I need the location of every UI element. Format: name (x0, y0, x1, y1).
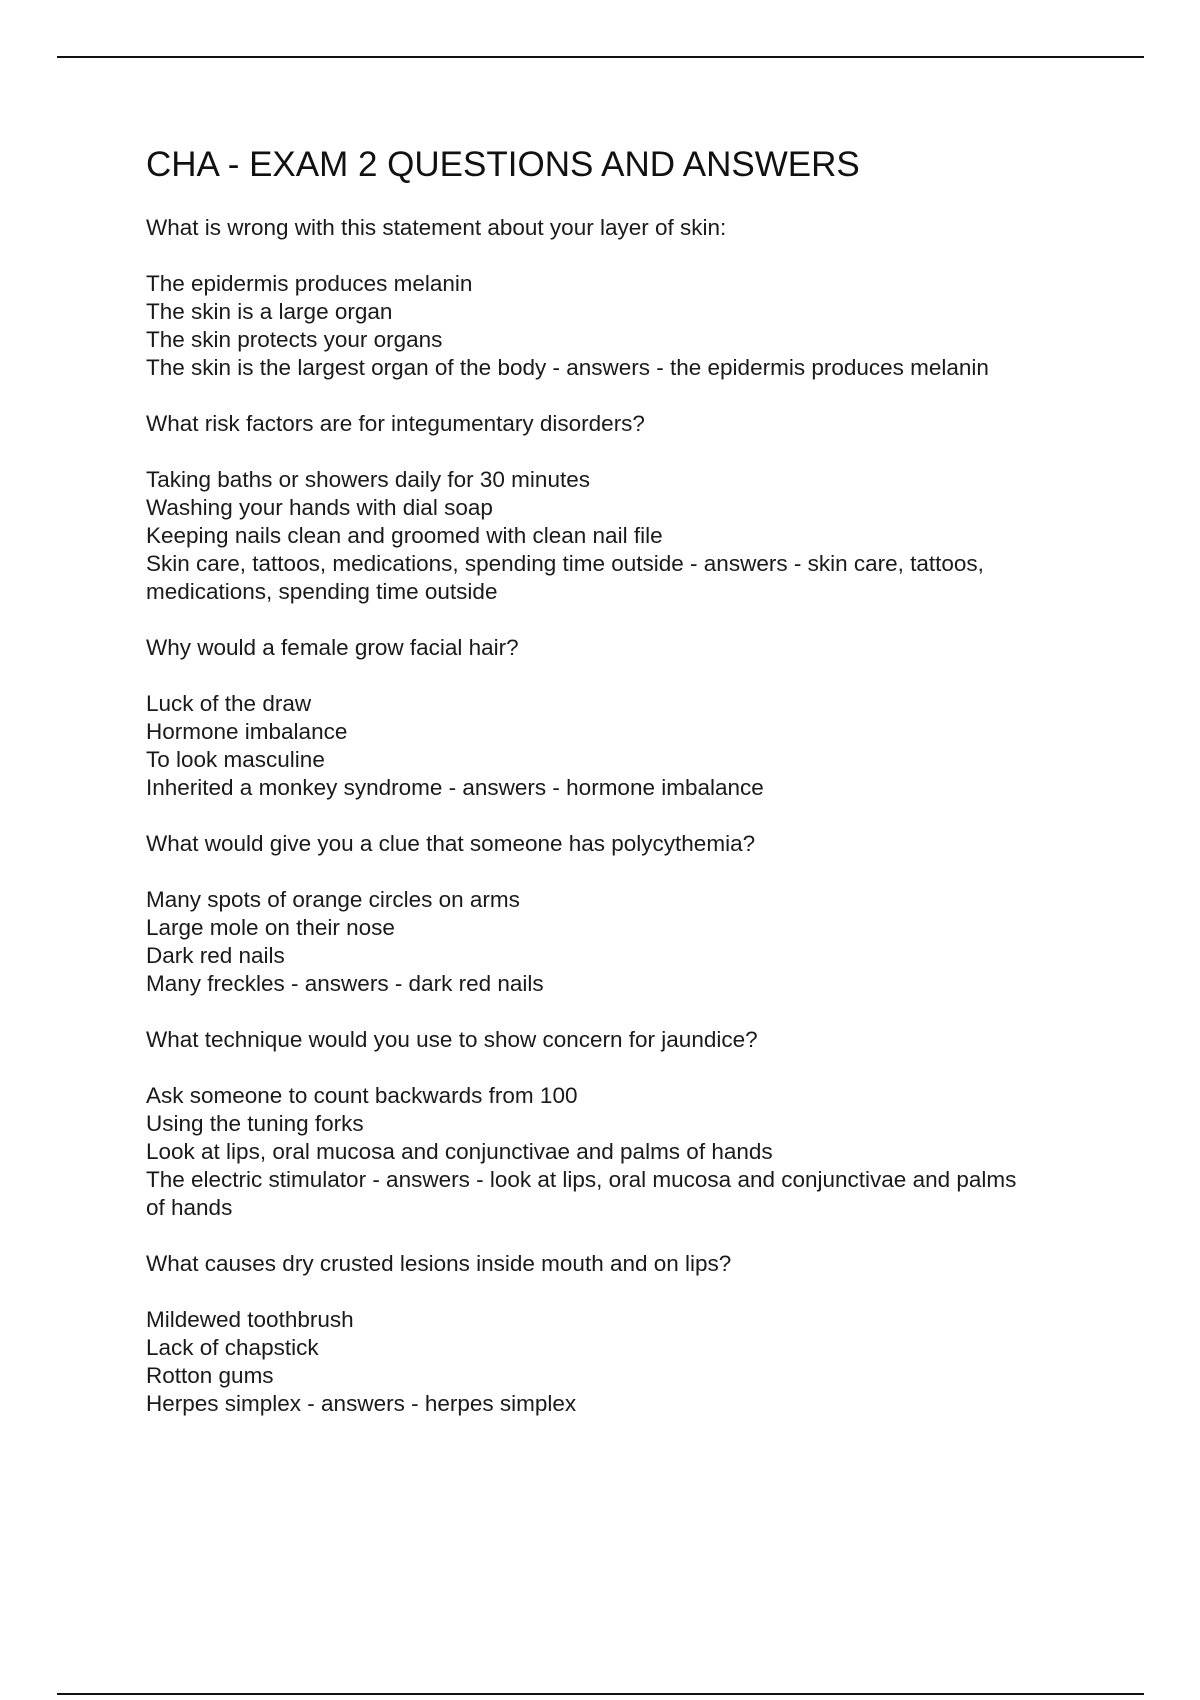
qa-item (146, 634, 1096, 802)
option-line: The electric stimulator - answers - look at lips, oral mucosa and conjunctivae and palms (146, 1167, 1017, 1192)
option-line: Ask someone to count backwards from 100 (146, 1083, 578, 1108)
option-line: To look masculine (146, 747, 325, 772)
answer-options (146, 466, 1096, 606)
header-rule (57, 56, 1144, 58)
option-line: The epidermis produces melanin (146, 271, 473, 296)
option-line: Lack of chapstick (146, 1335, 319, 1360)
option-line: Skin care, tattoos, medications, spending time outside - answers - skin care, tattoos, (146, 551, 984, 576)
option-line: Luck of the draw (146, 691, 312, 716)
question-text: Why would a female grow facial hair? (146, 635, 519, 660)
question-text: What would give you a clue that someone has polycythemia? (146, 831, 756, 856)
option-line: Many spots of orange circles on arms (146, 887, 520, 912)
option-line: Inherited a monkey syndrome - answers - hormone imbalance (146, 775, 764, 800)
option-line: The skin protects your organs (146, 327, 443, 352)
qa-item (146, 410, 1096, 606)
answer-options (146, 886, 1096, 998)
option-line: The skin is the largest organ of the body - answers - the epidermis produces melanin (146, 355, 989, 380)
option-line: Large mole on their nose (146, 915, 395, 940)
qa-item (146, 1026, 1096, 1222)
answer-options (146, 1082, 1096, 1222)
qa-item (146, 214, 1096, 382)
option-line: Many freckles - answers - dark red nails (146, 971, 544, 996)
document-title: CHA - EXAM 2 QUESTIONS AND ANSWERS (146, 145, 860, 184)
option-line: Hormone imbalance (146, 719, 348, 744)
answer-options (146, 1306, 1096, 1418)
option-line: Using the tuning forks (146, 1111, 364, 1136)
question-text: What technique would you use to show concern for jaundice? (146, 1027, 758, 1052)
option-line: Rotton gums (146, 1363, 274, 1388)
footer-rule (57, 1693, 1144, 1695)
option-line: Mildewed toothbrush (146, 1307, 354, 1332)
option-line: medications, spending time outside (146, 579, 498, 604)
option-line: Look at lips, oral mucosa and conjunctivae and palms of hands (146, 1139, 773, 1164)
qa-list (146, 214, 1096, 1446)
option-line: Taking baths or showers daily for 30 minutes (146, 467, 590, 492)
answer-options (146, 270, 1096, 382)
option-line: Washing your hands with dial soap (146, 495, 493, 520)
question-text: What risk factors are for integumentary disorders? (146, 411, 645, 436)
option-line: The skin is a large organ (146, 299, 393, 324)
option-line: of hands (146, 1195, 233, 1220)
qa-item (146, 830, 1096, 998)
option-line: Herpes simplex - answers - herpes simplex (146, 1391, 577, 1416)
option-line: Keeping nails clean and groomed with clean nail file (146, 523, 663, 548)
option-line: Dark red nails (146, 943, 285, 968)
question-text: What is wrong with this statement about your layer of skin: (146, 215, 727, 240)
answer-options (146, 690, 1096, 802)
question-text: What causes dry crusted lesions inside mouth and on lips? (146, 1251, 732, 1276)
qa-item (146, 1250, 1096, 1418)
